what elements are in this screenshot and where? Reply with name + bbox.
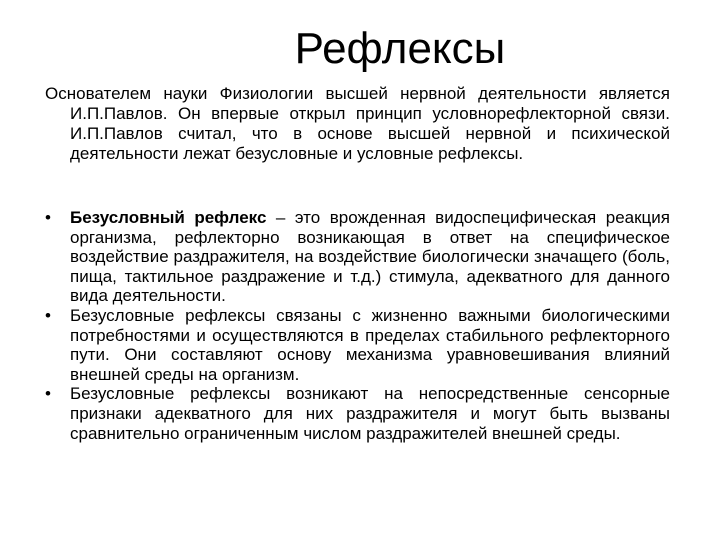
bullet-icon: •: [45, 384, 51, 404]
bullet-item-3: [45, 384, 670, 443]
bullet-item-1: [45, 208, 670, 306]
bullet-text: Безусловные рефлексы связаны с жизненно важными биологическими потребностями и осуществляются в пределах стабильного рефлекторного пути. Они составляют основу механизма уравновешивания влияний внешней среды на организм.: [70, 305, 670, 384]
bullet-icon: •: [45, 305, 51, 325]
bullet-text: Безусловные рефлексы возникают на непосредственные сенсорные признаки адекватного для них раздражителя и могут быть вызваны сравнительно ограниченным числом раздражителей внешней среды.: [70, 384, 670, 443]
intro-paragraph: [45, 84, 670, 164]
bullet-icon: •: [45, 208, 51, 227]
bullet-text: – это врожденная видоспецифическая реакция организма, рефлекторно возникающая в ответ на специфическое воздействие раздражителя, на воздействие биологически значащего (боль, пища, тактильное раздражение и т.д.) стимула, адекватного для данного вида деятельности.: [70, 208, 670, 306]
slide-title: Рефлексы: [294, 24, 506, 73]
intro-text: Основателем науки Физиологии высшей нервной деятельности является И.П.Павлов. Он впервые открыл принцип условнорефлекторной связи. И.П.Павлов считал, что в основе высшей нервной и психической деятельности лежат безусловные и условные рефлексы.: [45, 84, 670, 163]
bullet-item-2: [45, 306, 670, 384]
bullet-list: [45, 208, 670, 443]
bullet-term: Безусловный рефлекс: [70, 208, 267, 227]
